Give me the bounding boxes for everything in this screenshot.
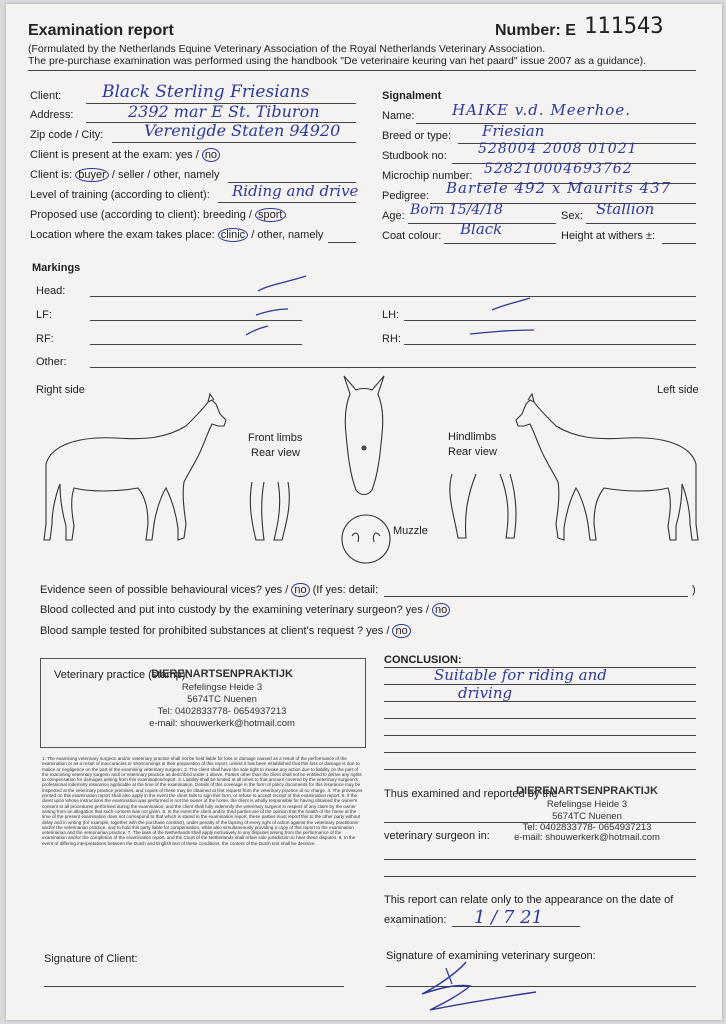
vet-surgeon-label: veterinary surgeon in: [384,830,490,842]
marking-lf-label: LF: [36,309,52,321]
conclusion-line-7 [384,769,696,770]
conclusion-line-2 [384,684,696,685]
pedigree-label: Pedigree: [382,190,430,202]
stamp-city: 5674TC Nuenen [187,694,257,705]
vet-signature-label: Signature of examining veterinary surgeon: [386,950,596,962]
report-page [6,4,722,1020]
marking-rf-label: RF: [36,333,54,345]
subtitle-line-1: (Formulated by the Netherlands Equine Veterinary Association of the Royal Netherlands Veterinary Association. [28,43,546,55]
report-number: 111543 [584,14,664,39]
front-limbs-label: Front limbs [248,432,303,444]
address-label: Address: [30,109,74,121]
vices-label: Evidence seen of possible behavioural vices? yes / [40,584,289,596]
front-rear-view-label: Rear view [251,447,300,459]
location-other: / other, namely [251,229,324,241]
location-label: Location where the exam takes place: [30,229,215,241]
microchip-value: 528210004693762 [484,161,633,177]
client-label: Client: [30,90,62,102]
client-is-label: Client is: [30,169,73,181]
microchip-label: Microchip number: [382,170,473,182]
zip-value: Verenigde Staten 94920 [144,121,341,140]
client-is-options: / seller / other, namely [111,169,220,181]
client-value: Black Sterling Friesians [102,82,310,102]
examiner-stamp-email: e-mail: shouwerkerk@hotmail.com [514,832,660,843]
training-value: Riding and drive [232,182,359,200]
examiner-line-1 [384,822,696,823]
vices-answer: no [291,583,309,597]
client-is-buyer: buyer [75,168,109,182]
front-limbs-outline [250,482,289,540]
client-present-answer: no [202,148,220,162]
vices-close-paren: ) [692,584,696,596]
marking-lh-label: LH: [382,309,400,321]
address-value: 2392 mar E St. Tiburon [128,102,320,121]
blood-collected-label: Blood collected and put into custody by the examining veterinary surgeon? yes / [40,604,429,616]
left-side-label: Left side [657,384,699,396]
conclusion-text-2: driving [458,684,513,702]
height-label: Height at withers ±: [561,230,656,242]
proposed-use-sport: sport [255,208,285,222]
examiner-stamp-tel: Tel: 0402833778- 0654937213 [522,822,652,833]
client-signature-line [44,986,344,987]
examiner-line-3 [384,876,696,877]
relate-text: This report can relate only to the appearance on the date of [384,894,674,906]
muzzle-label: Muzzle [393,525,428,537]
coat-label: Coat colour: [382,230,442,242]
disclaimer-text: 1. The examining veterinary surgeon and/or veterinary practice shall not be held liable for loss or damage caused as a result of the performance of the examination or as a result of inaccuracies or shortcomings in their preparation of this report, unless it has been established that this loss or damage is due to malice or negligence on the part of the examining veterinary surgeon. 2. The client shall have the sole right to invoke any action due to liability on the part of the examining veterinary surgeon and/ or veterinary practice as described under 1 above. Parties other than the client shall not be entitled to derive any rights to compensation for damages arising from this examination/report. 3. Liability shall be limited at all times to that amount covered by the veterinary surgeon's professional indemnity insurance applicable at the time of the examination. Details of this coverage in the form of policy documents for this insurance may be inspected at the veterinary practice premises, and copies of these may be obtained at first request from the veterinary practice at no charge. 4. The provisions printed on this examination report shall also apply in the event the client fails to sign this form, or refuse to accept receipt of this examination report. 5. If the client upon whose instructions the examination was performed is not the owner of the horse, the client is wholly responsible for having obtained the owner's consent to all procedures performed during the examination, and the client shall fully indemnify the veterinary surgeon in respect of any claim by the owner arising from an allegation that such consent was not given. 6. In the event the client and/or third parties are of the opinion that the health of the horse at the time of the present examination does not correspond to that which is stated in the examination report, these parties must report this to the other party without delay and in writing (for example, together with the purchase contract), under penalty of the lapsing of every right of action against the veterinary practitioner and/or the veterinarian practice, and to hold this party liable for compensation, while also simultaneously providing a copy of this report to the examination veterinarian and the veterinarian practice. 7. The laws of the Netherlands shall apply exclusively to any disputes arising from the performance of the examination and/or the completion of the examination report, and the Court of the Netherlands shall retain sole jurisdiction to hear these disputes. 8. In the event of differing interpretations between the Dutch and English text of these conditions, the content of the Dutch text shall be decisive. [42,756,363,846]
practice-label: Veterinary practice (stamp): [54,669,189,681]
proposed-use-label: Proposed use (according to client): breeding / [30,209,252,221]
conclusion-line-5 [384,735,696,736]
report-title: Examination report [28,22,174,39]
age-label: Age: [382,210,405,222]
client-present-label: Client is present at the exam: yes / [30,149,199,161]
muzzle-outline [342,515,390,563]
sex-label: Sex: [561,210,584,222]
coat-value: Black [460,220,503,238]
vet-signature-image [386,954,586,1020]
hind-limbs-outline [450,474,516,538]
training-label: Level of training (according to client): [30,189,210,201]
examiner-stamp-street: Refelingse Heide 3 [546,799,628,810]
examiner-stamp-city: 5674TC Nuenen [552,811,622,822]
sex-value: Stallion [596,200,655,218]
zip-label: Zip code / City: [30,129,104,141]
client-signature-label: Signature of Client: [44,953,138,965]
markings-heading: Markings [32,262,81,274]
stamp-street: Refelingse Heide 3 [181,682,263,693]
right-side-label: Right side [36,384,85,396]
conclusion-line-3 [384,701,696,702]
conclusion-line-6 [384,752,696,753]
horse-diagrams [6,364,722,574]
markings-pen-strokes [6,4,722,374]
stamp-email: e-mail: shouwerkerk@hotmail.com [149,718,295,729]
name-value: HAIKE v.d. Meerhoe. [452,101,631,119]
head-front-view-outline [344,376,384,495]
examined-by-label: Thus examined and reported by the [384,788,558,800]
subtitle-line-2: The pre-purchase examination was performed using the handbook "De veterinaire keuring van het paard" issue 2007 as a guidance). [28,55,646,67]
number-label: Number: E [495,22,576,39]
right-side-horse-outline [44,394,226,540]
breed-label: Breed or type: [382,130,452,142]
signalment-heading: Signalment [382,90,442,102]
location-clinic: clinic [218,228,248,242]
vices-question [40,584,378,596]
blood-collected-answer: no [432,603,450,617]
conclusion-text-1: Suitable for riding and [434,666,607,684]
studbook-label: Studbook no: [382,150,447,162]
breed-value: Friesian [482,122,545,140]
age-value: Born 15/4/18 [410,202,503,218]
examiner-line-2 [384,859,696,860]
hind-limbs-label: Hindlimbs [448,431,497,443]
stamp-tel: Tel: 0402833778- 0654937213 [157,706,287,717]
name-label: Name: [382,110,415,122]
exam-date-value: 1 / 7 21 [474,907,544,928]
examiner-stamp-name: DIERENARTSENPRAKTIJK [516,785,658,797]
conclusion-heading: CONCLUSION: [384,654,462,666]
vices-detail-line [384,596,688,597]
blood-tested-label: Blood sample tested for prohibited substances at client's request ? yes / [40,625,390,637]
marking-head-label: Head: [36,285,66,297]
conclusion-line-4 [384,718,696,719]
left-side-horse-outline [516,394,698,540]
studbook-value: 528004 2008 01021 [478,141,638,157]
vices-detail-label: (If yes: detail: [312,584,379,596]
marking-other-label: Other: [36,356,67,368]
exam-date-label: examination: [384,914,447,926]
hind-rear-view-label: Rear view [448,446,497,458]
stamp-name: DIERENARTSENPRAKTIJK [151,668,293,680]
blood-tested-question [40,625,411,637]
blood-collected-question [40,604,450,616]
marking-rh-label: RH: [382,333,401,345]
blood-tested-answer: no [392,624,410,638]
pedigree-value: Bartele 492 x Maurits 437 [446,179,672,197]
